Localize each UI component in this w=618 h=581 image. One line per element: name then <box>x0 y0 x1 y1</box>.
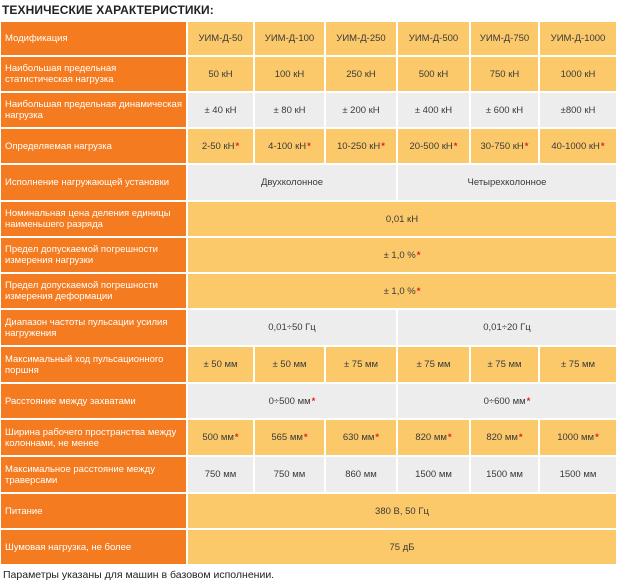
table-cell: 20-500 кН* <box>398 129 469 163</box>
footnote-asterisk: * <box>311 395 316 407</box>
table-cell: ± 75 мм <box>540 347 616 382</box>
table-cell: ± 600 кН <box>471 93 538 127</box>
table-cell: ± 50 мм <box>255 347 324 382</box>
table-cell: ± 75 мм <box>398 347 469 382</box>
specifications-table <box>0 20 618 566</box>
table-row <box>1 238 616 272</box>
footnote-asterisk: * <box>307 140 311 152</box>
table-cell: 750 мм <box>255 457 324 492</box>
table-cell: 750 мм <box>188 457 253 492</box>
row-label: Определяемая нагрузка <box>1 129 186 163</box>
table-row <box>1 420 616 455</box>
footnote-asterisk: * <box>234 432 239 443</box>
section-title: ТЕХНИЧЕСКИЕ ХАРАКТЕРИСТИКИ: <box>2 3 214 17</box>
table-row <box>1 310 616 345</box>
footnote-asterisk: * <box>416 285 421 297</box>
table-cell: 1500 мм <box>398 457 469 492</box>
table-row <box>1 93 616 127</box>
table-cell: 860 мм <box>326 457 396 492</box>
table-cell: ± 400 кН <box>398 93 469 127</box>
row-label: Шумовая нагрузка, не более <box>1 530 186 564</box>
table-cell: 820 мм* <box>471 420 538 455</box>
table-cell: 1000 мм* <box>540 420 616 455</box>
table-cell: ± 1,0 %* <box>188 238 616 272</box>
table-cell: 500 мм* <box>188 420 253 455</box>
table-cell: 820 мм* <box>398 420 469 455</box>
footnote-asterisk: * <box>524 140 529 152</box>
table-row <box>1 165 616 200</box>
row-label: Предел допускаемой погрешности измерения нагрузки <box>1 238 186 272</box>
footnote-asterisk: * <box>416 249 421 261</box>
table-cell: Двухколонное <box>188 165 396 200</box>
table-cell: 250 кН <box>326 57 396 91</box>
table-cell: 0,01÷50 Гц <box>188 310 396 345</box>
table-cell: 1500 мм <box>540 457 616 492</box>
table-row <box>1 202 616 236</box>
table-cell: 500 кН <box>398 57 469 91</box>
table-cell: 50 кН <box>188 57 253 91</box>
table-cell: ± 50 мм <box>188 347 253 382</box>
table-cell: ±800 кН <box>540 93 616 127</box>
model-header: УИМ-Д-750 <box>471 22 538 55</box>
table-cell: 75 дБ <box>188 530 616 564</box>
table-cell: ± 75 мм <box>471 347 538 382</box>
table-cell: ± 80 кН <box>255 93 324 127</box>
table-cell: 380 В, 50 Гц <box>188 494 616 528</box>
table-cell: 4-100 кН* <box>255 129 324 163</box>
table-cell: 40-1000 кН* <box>540 129 616 163</box>
table-row <box>1 274 616 308</box>
model-header: УИМ-Д-250 <box>326 22 396 55</box>
table-row <box>1 129 616 163</box>
table-cell: 750 кН <box>471 57 538 91</box>
table-cell: 0÷500 мм* <box>188 384 396 418</box>
footnote-asterisk: * <box>375 432 380 443</box>
table-row <box>1 530 616 564</box>
row-label: Наибольшая предельная динамическая нагрузка <box>1 93 186 127</box>
row-label: Наибольшая предельная статистическая нагрузка <box>1 57 186 91</box>
footnote-asterisk: * <box>303 432 308 443</box>
table-cell: Четырехколонное <box>398 165 616 200</box>
table-cell: ± 75 мм <box>326 347 396 382</box>
footnote-asterisk: * <box>453 140 458 152</box>
row-label: Модификация <box>1 22 186 55</box>
footnote-text: Параметры указаны для машин в базовом исполнении. <box>3 569 275 581</box>
footnote-asterisk: * <box>600 140 605 152</box>
table-cell: 10-250 кН* <box>326 129 396 163</box>
table-cell: 1000 кН <box>540 57 616 91</box>
table-row <box>1 494 616 528</box>
row-label: Предел допускаемой погрешности измерения деформации <box>1 274 186 308</box>
table-cell: 2-50 кН* <box>188 129 253 163</box>
row-label: Ширина рабочего пространства между колоннами, не менее <box>1 420 186 455</box>
row-label: Исполнение нагружающей установки <box>1 165 186 200</box>
row-label: Диапазон частоты пульсации усилия нагружения <box>1 310 186 345</box>
table-row <box>1 457 616 492</box>
model-header: УИМ-Д-100 <box>255 22 324 55</box>
row-label: Номинальная цена деления единицы наименьшего разряда <box>1 202 186 236</box>
row-label: Питание <box>1 494 186 528</box>
table-cell: ± 1,0 %* <box>188 274 616 308</box>
table-row <box>1 384 616 418</box>
table-cell: 0,01÷20 Гц <box>398 310 616 345</box>
table-cell: 100 кН <box>255 57 324 91</box>
table-cell: 0÷600 мм* <box>398 384 616 418</box>
row-label: Расстояние между захватами <box>1 384 186 418</box>
footnote-asterisk: * <box>447 432 452 443</box>
footnote-asterisk: * <box>518 432 523 443</box>
table-row <box>1 22 616 55</box>
model-header: УИМ-Д-50 <box>188 22 253 55</box>
model-header: УИМ-Д-500 <box>398 22 469 55</box>
table-cell: 565 мм* <box>255 420 324 455</box>
footnote-asterisk: * <box>526 395 531 407</box>
table-cell: ± 200 кН <box>326 93 396 127</box>
table-cell: ± 40 кН <box>188 93 253 127</box>
row-label: Максимальное расстояние между траверсами <box>1 457 186 492</box>
model-header: УИМ-Д-1000 <box>540 22 616 55</box>
table-cell: 1500 мм <box>471 457 538 492</box>
footnote-asterisk: * <box>381 140 385 152</box>
table-cell: 30-750 кН* <box>471 129 538 163</box>
table-cell: 630 мм* <box>326 420 396 455</box>
table-cell: 0,01 кН <box>188 202 616 236</box>
row-label: Максимальный ход пульсационного поршня <box>1 347 186 382</box>
table-row <box>1 347 616 382</box>
footnote-asterisk: * <box>235 140 240 152</box>
table-row <box>1 57 616 91</box>
footnote-asterisk: * <box>595 432 599 443</box>
